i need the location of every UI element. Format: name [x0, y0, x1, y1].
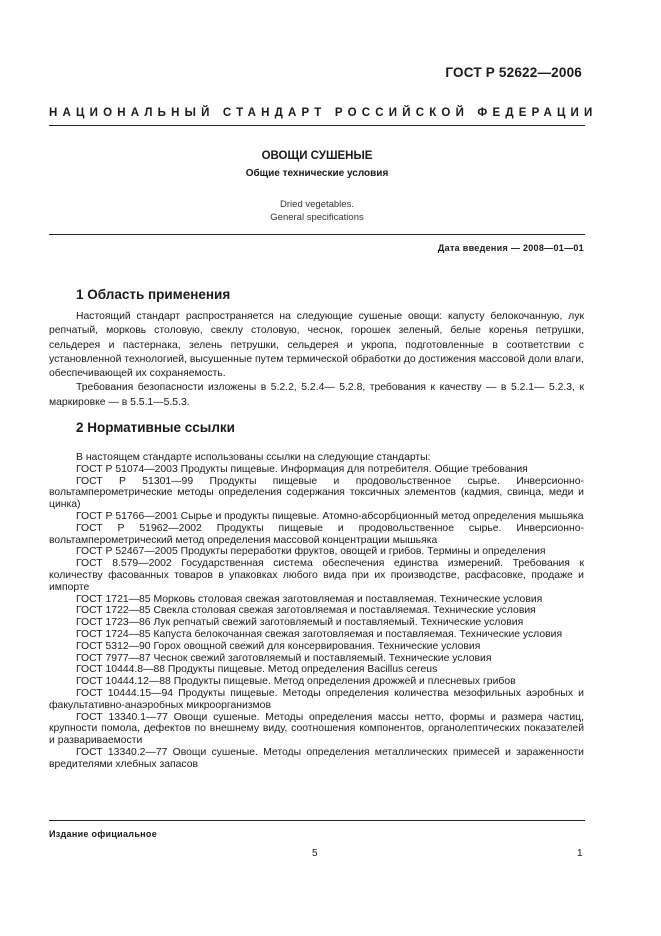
reference-item: ГОСТ Р 51074—2003 Продукты пищевые. Информация для потребителя. Общие требования: [76, 463, 528, 475]
reference-item: ГОСТ 8.579—2002 Государственная система обеспечения единства измерений. Требования к количеству фасованных товаров в упаковках любого вида при их производстве, расфасовке, продаже и импорте: [49, 558, 584, 593]
page-number-right: 1: [577, 848, 583, 859]
reference-item: ГОСТ Р 52467—2005 Продукты переработки фруктов, овощей и грибов. Термины и определения: [76, 546, 546, 558]
section-1-paragraph: Требования безопасности изложены в 5.2.2, 5.2.4— 5.2.8, требования к качеству — в 5.2.1— 5.2.3, к маркировке — в 5.5.1—5.5.3.: [49, 382, 584, 408]
reference-item: ГОСТ 1724—85 Капуста белокочанная свежая заготовляемая и поставляемая. Технические условия: [76, 628, 563, 640]
reference-item: ГОСТ 1722—85 Свекла столовая свежая заготовляемая и поставляемая. Технические условия: [76, 605, 536, 617]
reference-item: ГОСТ 7977—87 Чеснок свежий заготовляемый и поставляемый. Технические условия: [76, 652, 492, 664]
introduction-date: Дата введения — 2008—01—01: [437, 243, 584, 253]
section-1-body: [49, 310, 584, 410]
reference-item: ГОСТ Р 51301—99 Продукты пищевые и продовольственное сырье. Инверсионно-вольтамперометрические методы определения содержания токсичных элементов (кадмия, свинца, меди и цинка): [49, 475, 584, 511]
reference-item: ГОСТ 13340.2—77 Овощи сушеные. Методы определения металлических примесей и зараженности вредителями хлебных запасов: [49, 746, 584, 770]
footer-divider: [49, 820, 585, 821]
english-title-line-2: General specifications: [270, 212, 364, 223]
reference-item: ГОСТ 1723—86 Лук репчатый свежий заготовляемый и поставляемый. Технические условия: [76, 617, 524, 629]
reference-item: ГОСТ 5312—90 Горох овощной свежий для консервирования. Технические условия: [76, 640, 481, 652]
section-2-heading: 2 Нормативные ссылки: [76, 420, 235, 435]
gost-number: ГОСТ Р 52622—2006: [445, 65, 582, 80]
english-title-line-1: Dried vegetables.: [280, 199, 354, 210]
reference-item: ГОСТ 10444.8—88 Продукты пищевые. Метод определения Bacillus cereus: [76, 664, 438, 676]
reference-list: [49, 452, 584, 771]
page-number-center: 5: [312, 848, 318, 859]
title-divider: [49, 234, 585, 235]
reference-item: ГОСТ 13340.1—77 Овощи сушеные. Методы определения массы нетто, формы и размера частиц, крупности помола, дефектов по внешнему виду, соотношения компонентов, органолептических показателей и развариваемости: [49, 711, 584, 747]
reference-item: ГОСТ 1721—85 Морковь столовая свежая заготовляемая и поставляемая. Технические условия: [76, 593, 543, 605]
national-standard-banner: НАЦИОНАЛЬНЫЙ СТАНДАРТ РОССИЙСКОЙ ФЕДЕРАЦИИ: [49, 107, 598, 119]
section-1-paragraph: Настоящий стандарт распространяется на следующие сушеные овощи: капусту белокочанную, лук репчатый, морковь столовую, свеклу столовую, чеснок, горошек зеленый, белые коренья петрушки, сельдерея и пастернака, зелень петрушки, сельдерея и укропа, подготовленные в соответствии с установленной технологией, высушенные путем термической обработки до достижения массовой доли влаги, обеспечивающей их сохраняемость.: [49, 311, 584, 380]
reference-item: ГОСТ Р 51766—2001 Сырье и продукты пищевые. Атомно-абсорбционный метод определения мышьяка: [76, 510, 584, 522]
official-edition-label: Издание официальное: [49, 829, 158, 839]
english-title: [49, 198, 585, 224]
document-title: ОВОЩИ СУШЕНЫЕ: [261, 150, 373, 162]
document-subtitle: Общие технические условия: [245, 168, 389, 179]
reference-item: ГОСТ Р 51962—2002 Продукты пищевые и продовольственное сырье. Инверсионно-вольтамперометрический метод определения массовой концентрации мышьяка: [49, 522, 584, 546]
top-divider: [49, 125, 585, 126]
section-1-heading: 1 Область применения: [76, 287, 231, 302]
reference-item: ГОСТ 10444.15—94 Продукты пищевые. Методы определения количества мезофильных аэробных и факультативно-анаэробных микроорганизмов: [49, 687, 584, 711]
reference-item: ГОСТ 10444.12—88 Продукты пищевые. Метод определения дрожжей и плесневых грибов: [76, 676, 516, 688]
reference-intro: В настоящем стандарте использованы ссылки на следующие стандарты:: [76, 452, 431, 463]
